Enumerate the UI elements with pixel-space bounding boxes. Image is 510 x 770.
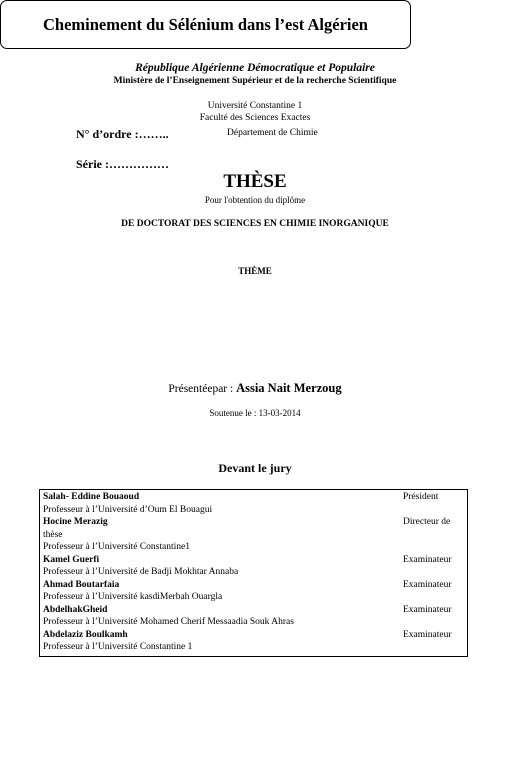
university-name: Université Constantine 1 <box>207 101 303 111</box>
jury-member-role: Examinateur <box>403 604 452 615</box>
jury-member-name: Hocine Merazig <box>43 517 108 527</box>
jury-member-affiliation: Professeur à l’Université d’Oum El Bouagui <box>43 504 213 515</box>
jury-member-affiliation: Professeur à l’Université Constantine 1 <box>43 642 193 652</box>
jury-member-role: Examinateur <box>403 579 452 590</box>
jury-member-role: Examinateur <box>403 554 452 565</box>
faculty-name: Faculté des Sciences Exactes <box>199 113 311 123</box>
thesis-title: Cheminement du Sélénium dans l’est Algérien <box>43 14 368 34</box>
jury-member-role: Directeur de <box>403 517 451 527</box>
theme-label: THÈME <box>238 266 272 276</box>
jury-member <box>43 491 464 516</box>
department-name: Département de Chimie <box>227 128 318 138</box>
jury-member-role-continued: thèse <box>43 529 63 540</box>
order-number: N° d’ordre :…….. <box>76 127 169 141</box>
jury-member-role: Examinateur <box>403 629 452 640</box>
defense-date: Soutenue le : 13-03-2014 <box>209 408 301 418</box>
jury-member-affiliation: Professeur à l’Université kasdiMerbah Ouargla <box>43 592 223 602</box>
jury-member-name: AbdelhakGheid <box>43 604 108 615</box>
series-number: Série :…………… <box>76 157 169 171</box>
jury-member-role: Président <box>403 492 439 502</box>
presented-label: Présentéepar : <box>168 383 237 395</box>
diploma-purpose: Pour l'obtention du diplôme <box>204 195 306 205</box>
jury-heading: Devant le jury <box>218 461 292 475</box>
degree-name: DE DOCTORAT DES SCIENCES EN CHIMIE INORGANIQUE <box>121 219 389 229</box>
jury-member-name: Abdelaziz Boulkamh <box>43 629 128 640</box>
jury-member-affiliation: Professeur à l’Université Constantine1 <box>43 542 190 552</box>
thesis-label: THÈSE <box>223 171 287 192</box>
ministry-title: Ministère de l’Enseignement Supérieur et de la recherche Scientifique <box>113 76 397 86</box>
jury-member <box>43 554 464 579</box>
author-name: Assia Nait Merzoug <box>236 381 342 395</box>
jury-member-name: Kamel Guerfi <box>43 554 100 565</box>
jury-member-name: Ahmad Boutarfaia <box>43 579 120 590</box>
jury-member-affiliation: Professeur à l’Université de Badji Mokhtar Annaba <box>43 567 239 577</box>
jury-member-name: Salah- Eddine Bouaoud <box>43 492 140 502</box>
thesis-title-box <box>0 0 411 49</box>
jury-table <box>39 489 468 657</box>
republic-title: République Algérienne Démocratique et Populaire <box>135 62 375 74</box>
jury-member <box>43 604 464 629</box>
jury-member-affiliation: Professeur à l’Université Mohamed Cherif Messaadia Souk Ahras <box>43 617 294 627</box>
jury-member <box>43 516 464 554</box>
jury-member <box>43 579 464 604</box>
jury-member <box>43 629 464 654</box>
presented-by <box>0 381 510 396</box>
